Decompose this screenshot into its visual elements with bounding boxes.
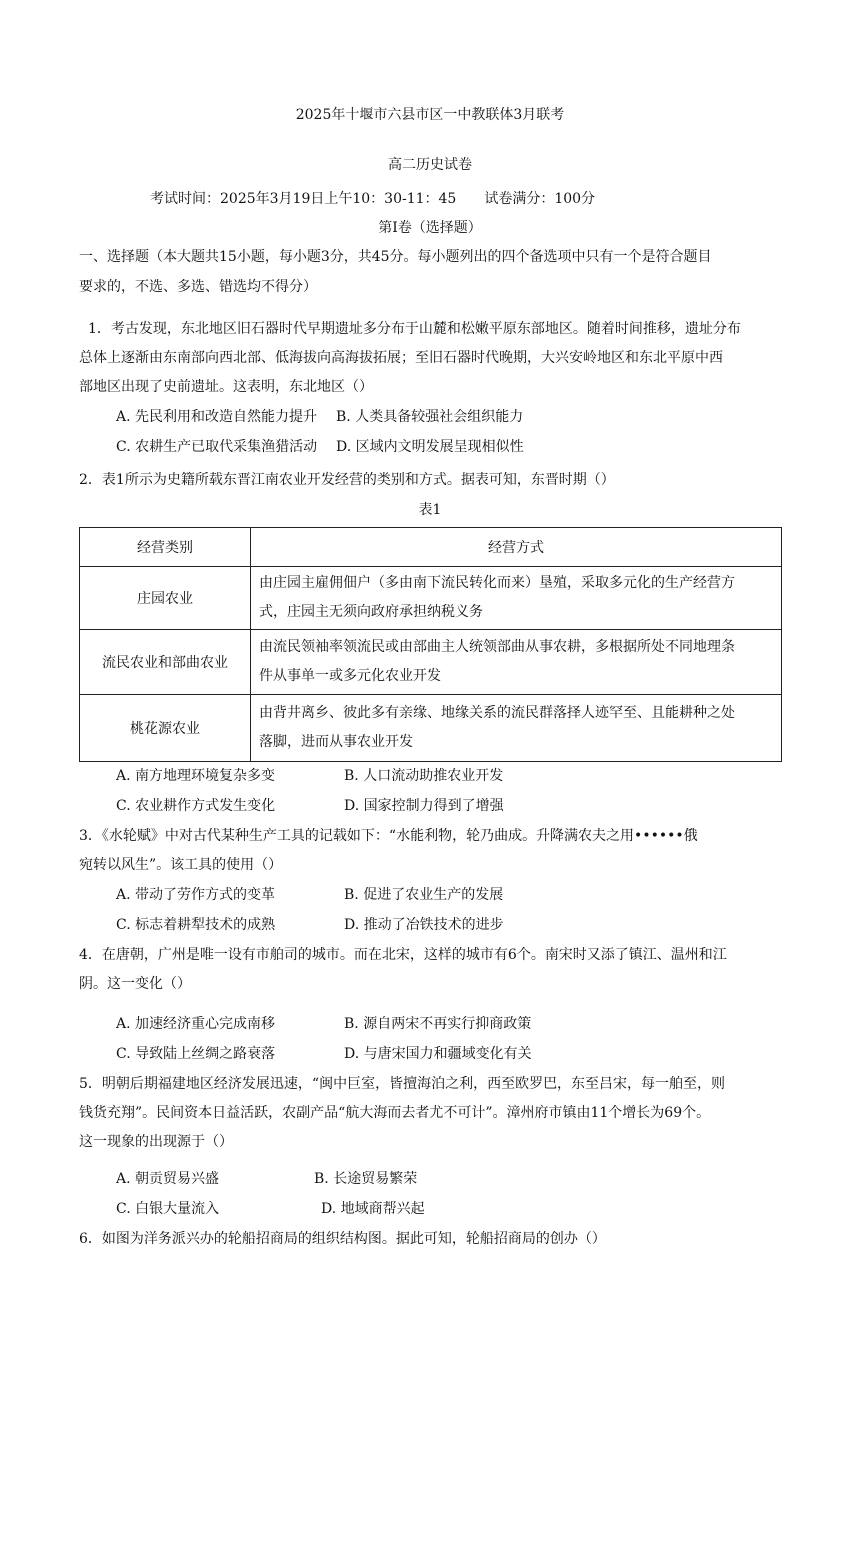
question-3-option-b: B. 促进了农业生产的发展 — [344, 887, 504, 903]
table-cell-method-line: 落脚，进而从事农业开发 — [259, 734, 413, 750]
question-3-option-c: C. 标志着耕犁技术的成熟 — [116, 917, 276, 933]
question-1-text: 总体上逐渐由东南部向西北部、低海拔向高海拔拓展；至旧石器时代晚期，大兴安岭地区和东北平原中西 — [79, 350, 723, 366]
question-3-text: 3．《水轮赋》中对古代某种生产工具的记载如下：“水能利物，轮乃曲成。升降满农夫之用••••••俄 — [79, 828, 698, 844]
table-cell-method-line: 件从事单一或多元化农业开发 — [259, 668, 441, 684]
question-5-option-d: D. 地域商帮兴起 — [321, 1201, 425, 1217]
question-3-option-d: D. 推动了冶铁技术的进步 — [344, 917, 504, 933]
question-4-text: 阴。这一变化（） — [79, 976, 191, 992]
table-cell-category: 庄园农业 — [80, 567, 251, 630]
question-4-option-d: D. 与唐宋国力和疆域变化有关 — [344, 1046, 532, 1062]
section-instructions-line: 要求的，不选、多选、错选均不得分） — [79, 279, 317, 295]
table-cell-method-line: 式，庄园主无须向政府承担纳税义务 — [259, 604, 483, 620]
agriculture-table — [79, 527, 782, 762]
question-1-text: 部地区出现了史前遗址。这表明，东北地区（） — [79, 379, 373, 395]
volume-title: 第Ⅰ卷（选择题） — [378, 220, 482, 236]
question-3-text: 宛转以风生”。该工具的使用（） — [79, 857, 283, 873]
question-1-option-a: A. 先民利用和改造自然能力提升 — [116, 409, 318, 425]
table-header-row — [80, 528, 782, 567]
question-2-text: 2．表1所示为史籍所载东晋江南农业开发经营的类别和方式。据表可知，东晋时期（） — [79, 472, 615, 488]
question-4-text: 4．在唐朝，广州是唯一设有市舶司的城市。而在北宋，这样的城市有6个。南宋时又添了镇江、温州和江 — [79, 947, 727, 963]
question-1-option-d: D. 区域内文明发展呈现相似性 — [336, 439, 524, 455]
table-cell-method-line: 由庄园主雇佣佃户（多由南下流民转化而来）垦殖，采取多元化的生产经营方 — [259, 575, 735, 591]
table-header-category: 经营类别 — [80, 528, 251, 567]
question-2-option-d: D. 国家控制力得到了增强 — [344, 798, 504, 814]
question-5-option-a: A. 朝贡贸易兴盛 — [116, 1171, 220, 1187]
question-5-text: 钱货充翔”。民间资本日益活跃，农副产品“航大海而去者尤不可计”。漳州府市镇由11个增长为69个。 — [79, 1105, 711, 1121]
table-cell-method — [251, 630, 782, 695]
subject-title: 高二历史试卷 — [388, 157, 472, 173]
table-cell-category: 流民农业和部曲农业 — [80, 630, 251, 695]
question-3-option-a: A. 带动了劳作方式的变革 — [116, 887, 276, 903]
table-header-method: 经营方式 — [251, 528, 782, 567]
question-5-option-c: C. 白银大量流入 — [116, 1201, 220, 1217]
question-2-option-b: B. 人口流动助推农业开发 — [344, 768, 504, 784]
section-instructions-line: 一、选择题（本大题共15小题，每小题3分，共45分。每小题列出的四个备选项中只有一个是符合题目 — [79, 249, 712, 265]
question-1-text: 1．考古发现，东北地区旧石器时代早期遗址多分布于山麓和松嫩平原东部地区。随着时间推移，遗址分布 — [88, 321, 741, 337]
question-5-text: 这一现象的出现源于（） — [79, 1134, 233, 1150]
table-row — [80, 567, 782, 630]
table-caption: 表1 — [418, 502, 442, 518]
question-4-option-b: B. 源自两宋不再实行抑商政策 — [344, 1016, 532, 1032]
table-cell-category: 桃花源农业 — [80, 695, 251, 762]
table-cell-method — [251, 695, 782, 762]
table-row — [80, 630, 782, 695]
question-6-text: 6．如图为洋务派兴办的轮船招商局的组织结构图。据此可知，轮船招商局的创办（） — [79, 1231, 606, 1247]
exam-info: 考试时间：2025年3月19日上午10：30-11：45 试卷满分：100分 — [150, 191, 596, 207]
table-row — [80, 695, 782, 762]
question-1-option-c: C. 农耕生产已取代采集渔猎活动 — [116, 439, 318, 455]
question-2-option-a: A. 南方地理环境复杂多变 — [116, 768, 276, 784]
table-cell-method-line: 由流民领袖率领流民或由部曲主人统领部曲从事农耕，多根据所处不同地理条 — [259, 639, 735, 655]
table-cell-method — [251, 567, 782, 630]
question-5-text: 5．明朝后期福建地区经济发展迅速，“闽中巨室，皆擅海泊之利，西至欧罗巴，东至吕宋，每一舶至，则 — [79, 1076, 726, 1092]
table-cell-method-line: 由背井离乡、彼此多有亲缘、地缘关系的流民群落择人迹罕至、且能耕种之处 — [259, 705, 735, 721]
question-5-option-b: B. 长途贸易繁荣 — [314, 1171, 418, 1187]
question-2-option-c: C. 农业耕作方式发生变化 — [116, 798, 276, 814]
question-4-option-a: A. 加速经济重心完成南移 — [116, 1016, 276, 1032]
exam-title: 2025年十堰市六县市区一中教联体3月联考 — [295, 107, 565, 123]
question-1-option-b: B. 人类具备较强社会组织能力 — [336, 409, 524, 425]
question-4-option-c: C. 导致陆上丝绸之路衰落 — [116, 1046, 276, 1062]
